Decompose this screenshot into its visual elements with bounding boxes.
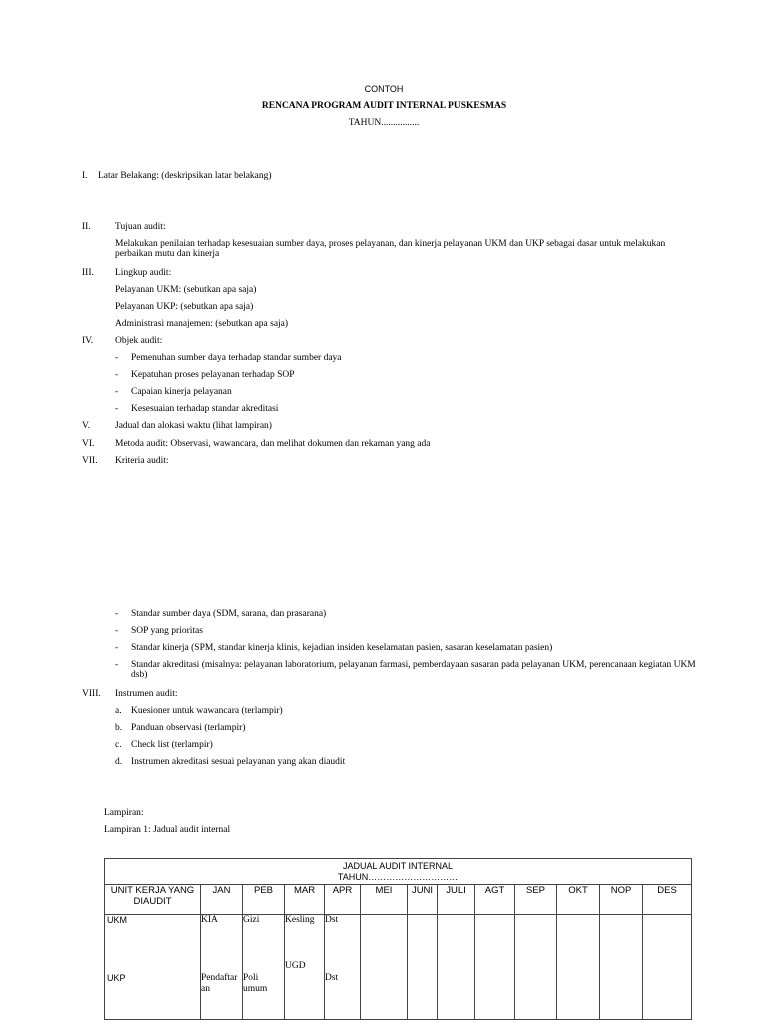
section-8-number: VIII. xyxy=(82,689,101,699)
section-6-number: VI. xyxy=(82,439,95,449)
unit-header: UNIT KERJA YANG DIAUDIT xyxy=(105,885,201,915)
criteria-item: Standar sumber daya (SDM, sarana, dan prasarana) xyxy=(131,609,327,619)
apr-cell xyxy=(325,915,361,1020)
section-8-text: Instrumen audit: xyxy=(115,689,178,699)
cell-value: UGD xyxy=(285,961,306,971)
nop-cell xyxy=(600,915,643,1020)
table-title-cell xyxy=(105,859,692,885)
juli-cell xyxy=(438,915,475,1020)
bullet-dash: - xyxy=(115,387,119,397)
section-7-number: VII. xyxy=(82,456,98,466)
criteria-item: Standar kinerja (SPM, standar kinerja klinis, kejadian insiden keselamatan pasien, sasaran keselamatan pasien) xyxy=(131,643,553,653)
bullet-dash: - xyxy=(115,404,119,414)
mei-cell xyxy=(361,915,408,1020)
unit-ukm: UKM xyxy=(107,915,127,925)
item-marker: c. xyxy=(115,740,122,750)
table-year: TAHUN………………………… xyxy=(337,871,459,882)
unit-cell xyxy=(105,915,201,1020)
section-3-number: III. xyxy=(82,268,94,278)
month-header: AGT xyxy=(475,885,515,915)
instrument-item: Instrumen akreditasi sesuai pelayanan yang akan diaudit xyxy=(131,757,346,767)
scope-line: Pelayanan UKP: (sebutkan apa saja) xyxy=(115,302,254,312)
section-5-number: V. xyxy=(82,421,91,431)
cell-value: Pendaftar an xyxy=(201,973,238,994)
cell-value: Poli umum xyxy=(243,973,268,994)
month-header: NOP xyxy=(600,885,643,915)
bullet-dash: - xyxy=(115,626,119,636)
okt-cell xyxy=(557,915,600,1020)
doc-title: RENCANA PROGRAM AUDIT INTERNAL PUSKESMAS xyxy=(261,101,507,111)
section-3-text: Lingkup audit: xyxy=(115,268,172,278)
des-cell xyxy=(643,915,692,1020)
cell-value: Dst xyxy=(325,973,339,983)
month-header: OKT xyxy=(557,885,600,915)
criteria-item: SOP yang prioritas xyxy=(131,626,203,636)
bullet-dash: - xyxy=(115,609,119,619)
item-marker: d. xyxy=(115,757,123,767)
section-1-text: Latar Belakang: (deskripsikan latar belakang) xyxy=(98,171,272,181)
section-4-number: IV. xyxy=(82,336,94,346)
month-header: DES xyxy=(643,885,692,915)
bullet-dash: - xyxy=(115,353,119,363)
month-header: APR xyxy=(325,885,361,915)
object-item: Pemenuhan sumber daya terhadap standar sumber daya xyxy=(131,353,342,363)
schedule-table xyxy=(104,858,692,1020)
section-5-text: Jadual dan alokasi waktu (lihat lampiran) xyxy=(115,421,272,431)
scope-line: Pelayanan UKM: (sebutkan apa saja) xyxy=(115,285,257,295)
doc-label: CONTOH xyxy=(364,84,404,94)
peb-cell xyxy=(243,915,285,1020)
bullet-dash: - xyxy=(115,660,119,670)
item-marker: b. xyxy=(115,723,123,733)
month-header: JUNI xyxy=(408,885,438,915)
object-item: Kepatuhan proses pelayanan terhadap SOP xyxy=(131,370,295,380)
section-7-text: Kriteria audit: xyxy=(115,456,169,466)
attachment-subtitle: Lampiran 1: Jadual audit internal xyxy=(104,825,231,835)
scope-line: Administrasi manajemen: (sebutkan apa saja) xyxy=(115,319,289,329)
table-title: JADUAL AUDIT INTERNAL xyxy=(343,860,454,871)
bullet-dash: - xyxy=(115,370,119,380)
item-marker: a. xyxy=(115,706,122,716)
section-1-number: I. xyxy=(82,171,88,181)
jan-cell xyxy=(201,915,243,1020)
month-header: JULI xyxy=(438,885,475,915)
sep-cell xyxy=(515,915,557,1020)
instrument-item: Check list (terlampir) xyxy=(131,740,213,750)
mar-cell xyxy=(285,915,325,1020)
instrument-item: Panduan observasi (terlampir) xyxy=(131,723,246,733)
doc-year: TAHUN................ xyxy=(348,118,420,128)
section-2-text: Tujuan audit: xyxy=(115,222,166,232)
bullet-dash: - xyxy=(115,643,119,653)
attachment-label: Lampiran: xyxy=(104,808,144,818)
cell-value: KIA xyxy=(201,915,218,925)
criteria-item: Standar akreditasi (misalnya: pelayanan laboratorium, pelayanan farmasi, pemberdayaan sasaran pada pelayanan UKM, perencanaan kegiatan UKM dsb) xyxy=(131,660,696,680)
cell-value: Kesling xyxy=(285,915,315,925)
object-item: Capaian kinerja pelayanan xyxy=(131,387,232,397)
month-header: JAN xyxy=(201,885,243,915)
section-4-text: Objek audit: xyxy=(115,336,163,346)
cell-value: Gizi xyxy=(243,915,260,925)
section-2-number: II. xyxy=(82,222,91,232)
unit-ukp: UKP xyxy=(107,973,126,983)
month-header: SEP xyxy=(515,885,557,915)
instrument-item: Kuesioner untuk wawancara (terlampir) xyxy=(131,706,283,716)
object-item: Kesesuaian terhadap standar akreditasi xyxy=(131,404,279,414)
table-row xyxy=(105,915,692,1020)
agt-cell xyxy=(475,915,515,1020)
month-header: MAR xyxy=(285,885,325,915)
section-6-text: Metoda audit: Observasi, wawancara, dan melihat dokumen dan rekaman yang ada xyxy=(115,439,431,449)
month-header: PEB xyxy=(243,885,285,915)
juni-cell xyxy=(408,915,438,1020)
section-2-body: Melakukan penilaian terhadap kesesuaian sumber daya, proses pelayanan, dan kinerja pelayanan UKM dan UKP sebagai dasar untuk melakukan perbaikan mutu dan kinerja xyxy=(115,239,666,259)
cell-value: Dst xyxy=(325,915,339,925)
month-header: MEI xyxy=(361,885,408,915)
